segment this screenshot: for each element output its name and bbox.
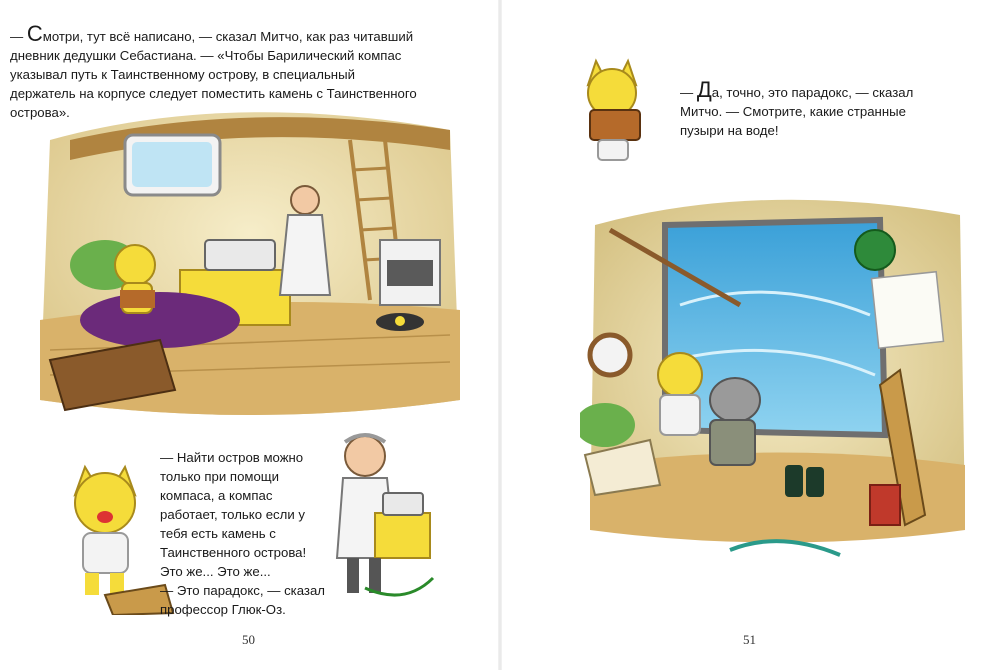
cat-holding-head-illustration	[55, 455, 175, 615]
page-number-left: 50	[242, 632, 255, 647]
right-paragraph	[680, 77, 940, 140]
professor-illustration	[325, 428, 440, 608]
paragraph-text: мотри, тут всё написано, — сказал Митчо, как раз читавший дневник дедушки Себастиана. — «Чтобы Барилический компас указывал путь к Таинственному острову, в специальный держатель на корпусе следует поместить камень с Таинственного острова».	[10, 29, 417, 120]
dialogue-line: — Это парадокс, — сказал профессор Глюк-Оз.	[160, 583, 325, 617]
book-gutter	[498, 0, 502, 670]
sea-window-illustration	[580, 185, 970, 595]
dialogue-block	[160, 448, 325, 619]
cat-reading-illustration	[570, 55, 660, 170]
page-number-right: 51	[743, 632, 756, 647]
dropcap: С	[26, 21, 43, 46]
dialogue-line: — Найти остров можно только при помощи компаса, а компас работает, только если у тебя есть камень с Таинственного острова! Это же... Это же...	[160, 450, 307, 579]
cabin-illustration	[30, 100, 470, 420]
dropcap: Д	[696, 77, 712, 102]
paragraph-text: а, точно, это парадокс, — сказал Митчо. — Смотрите, какие странные пузыри на воде!	[680, 85, 914, 138]
dash: —	[10, 29, 27, 44]
dash: —	[680, 85, 697, 100]
